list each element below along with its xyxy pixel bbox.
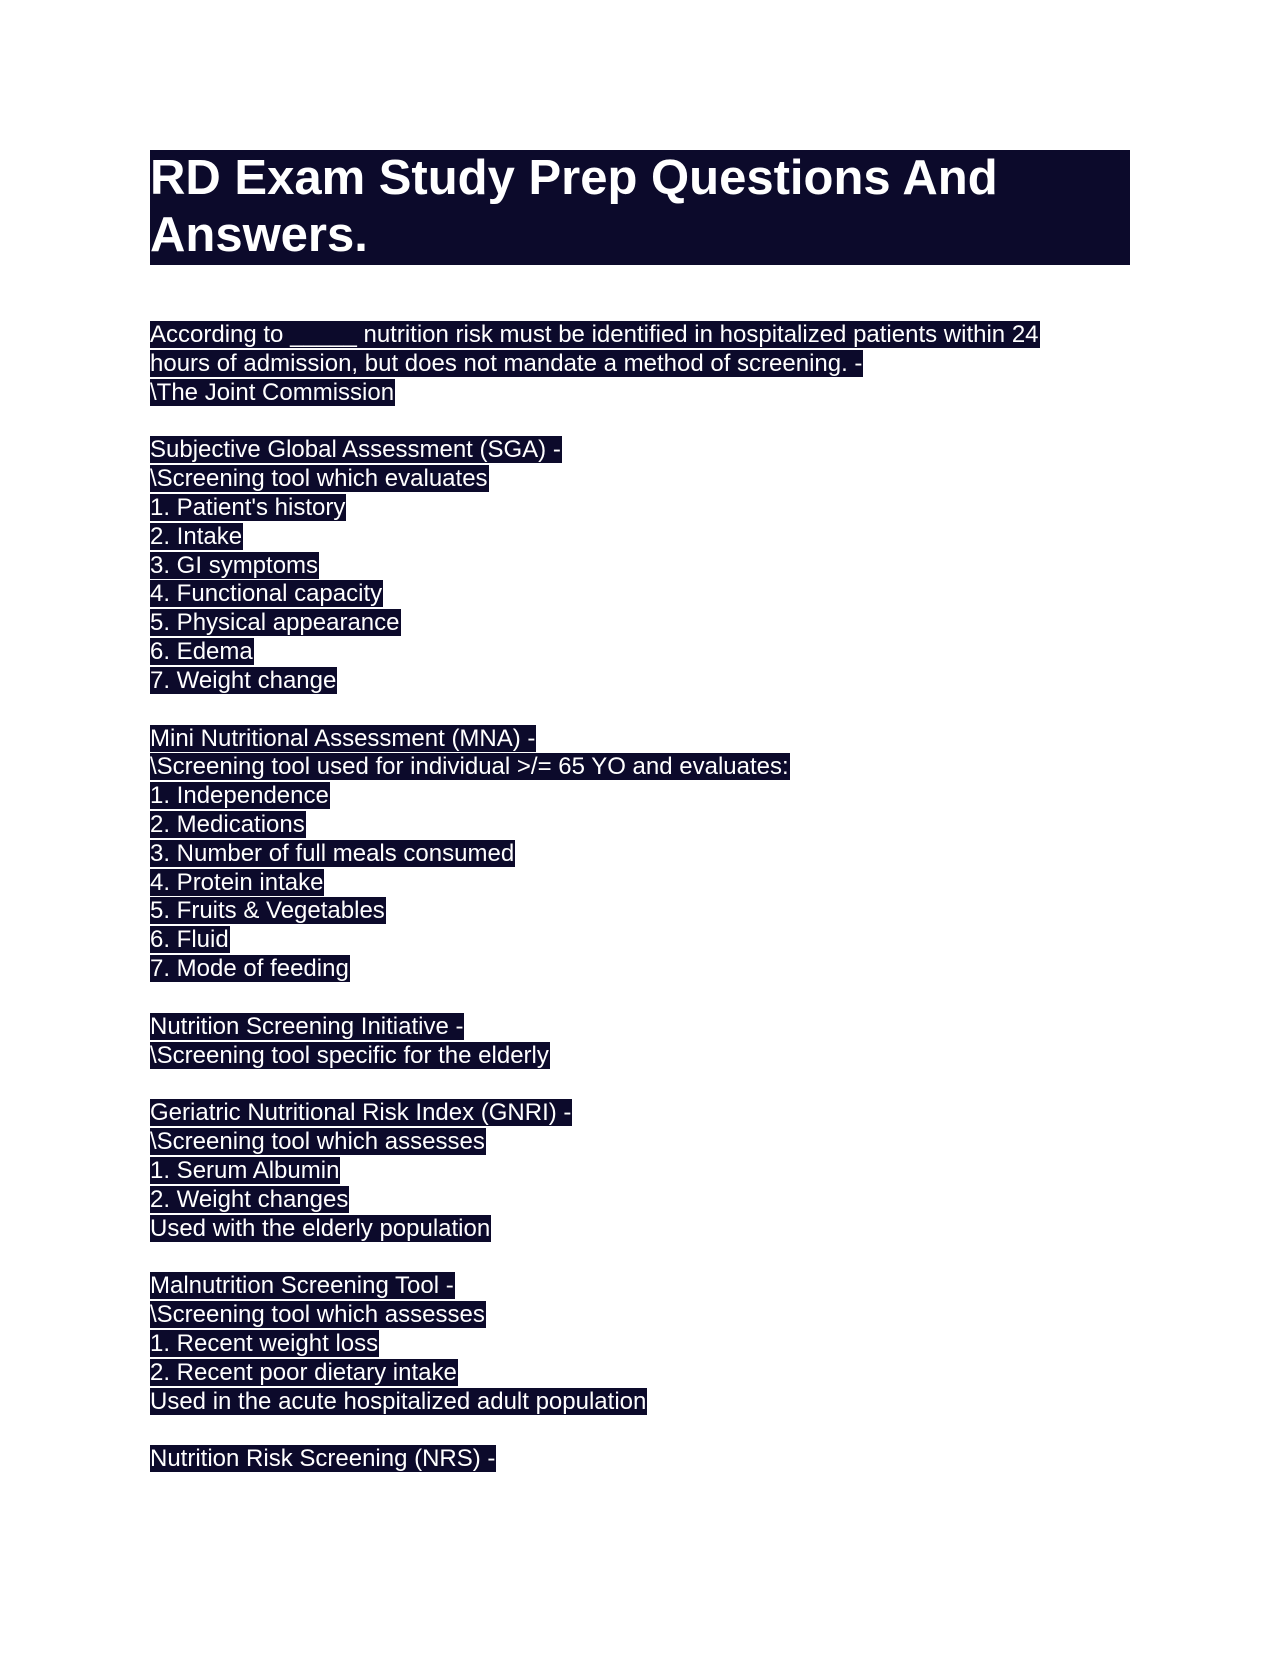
highlighted-text: \Screening tool which assesses: [150, 1301, 485, 1329]
text-line: [150, 869, 1130, 898]
document-title: RD Exam Study Prep Questions And Answers.: [150, 150, 1130, 265]
highlighted-text: Used in the acute hospitalized adult population: [150, 1387, 647, 1415]
highlighted-text: \Screening tool which assesses: [150, 1128, 485, 1156]
text-line: [150, 753, 1130, 782]
qa-entry: [150, 725, 1130, 984]
text-line: [150, 638, 1130, 667]
highlighted-text: 4. Functional capacity: [150, 580, 383, 608]
highlighted-text: 1. Independence: [150, 782, 329, 810]
text-line: [150, 1186, 1130, 1215]
text-line: [150, 379, 1130, 408]
text-line: [150, 1301, 1130, 1330]
highlighted-text: 2. Medications: [150, 810, 305, 838]
text-line: [150, 667, 1130, 696]
highlighted-text: 1. Recent weight loss: [150, 1329, 379, 1357]
text-line: [150, 494, 1130, 523]
text-line: [150, 955, 1130, 984]
document-page: [150, 150, 1130, 1503]
highlighted-text: \Screening tool specific for the elderly: [150, 1041, 549, 1069]
highlighted-text: Nutrition Screening Initiative -: [150, 1012, 464, 1040]
text-line: [150, 1330, 1130, 1359]
qa-entry: [150, 321, 1130, 407]
text-line: [150, 897, 1130, 926]
text-line: [150, 840, 1130, 869]
highlighted-text: Mini Nutritional Assessment (MNA) -: [150, 724, 536, 752]
text-line: [150, 321, 1130, 350]
text-line: [150, 1013, 1130, 1042]
highlighted-text: 7. Weight change: [150, 666, 337, 694]
text-line: [150, 811, 1130, 840]
text-line: [150, 1128, 1130, 1157]
highlighted-text: 7. Mode of feeding: [150, 954, 349, 982]
highlighted-text: 6. Fluid: [150, 926, 229, 954]
text-line: [150, 580, 1130, 609]
text-line: [150, 436, 1130, 465]
highlighted-text: Subjective Global Assessment (SGA) -: [150, 436, 561, 464]
text-line: [150, 1388, 1130, 1417]
text-line: [150, 523, 1130, 552]
highlighted-text: 3. GI symptoms: [150, 551, 319, 579]
highlighted-text: According to _____ nutrition risk must be identified in hospitalized patients within 24: [150, 321, 1039, 348]
text-line: [150, 725, 1130, 754]
highlighted-text: Malnutrition Screening Tool -: [150, 1272, 454, 1300]
document-content: [150, 321, 1130, 1474]
highlighted-text: \Screening tool which evaluates: [150, 465, 488, 493]
qa-entry: [150, 436, 1130, 695]
text-line: [150, 926, 1130, 955]
qa-entry: [150, 1099, 1130, 1243]
text-line: [150, 1215, 1130, 1244]
highlighted-text: 2. Intake: [150, 522, 243, 550]
highlighted-text: 6. Edema: [150, 637, 253, 665]
text-line: [150, 782, 1130, 811]
highlighted-text: \Screening tool used for individual >/= 65 YO and evaluates:: [150, 753, 789, 781]
text-line: [150, 1272, 1130, 1301]
highlighted-text: Geriatric Nutritional Risk Index (GNRI) -: [150, 1099, 572, 1127]
text-line: [150, 1042, 1130, 1071]
qa-entry: [150, 1272, 1130, 1416]
text-line: [150, 609, 1130, 638]
highlighted-text: 1. Patient's history: [150, 493, 346, 521]
highlighted-text: 5. Fruits & Vegetables: [150, 897, 385, 925]
highlighted-text: Nutrition Risk Screening (NRS) -: [150, 1445, 496, 1473]
text-line: [150, 1157, 1130, 1186]
text-line: [150, 552, 1130, 581]
text-line: [150, 350, 1130, 379]
highlighted-text: 2. Recent poor dietary intake: [150, 1358, 457, 1386]
qa-entry: [150, 1445, 1130, 1474]
text-line: [150, 1359, 1130, 1388]
highlighted-text: Used with the elderly population: [150, 1214, 491, 1242]
highlighted-text: 1. Serum Albumin: [150, 1156, 340, 1184]
text-line: [150, 465, 1130, 494]
qa-entry: [150, 1013, 1130, 1071]
highlighted-text: 3. Number of full meals consumed: [150, 839, 515, 867]
highlighted-text: 5. Physical appearance: [150, 609, 400, 637]
highlighted-text: \The Joint Commission: [150, 378, 395, 406]
text-line: [150, 1445, 1130, 1474]
highlighted-text: 2. Weight changes: [150, 1185, 349, 1213]
text-line: [150, 1099, 1130, 1128]
highlighted-text: hours of admission, but does not mandate a method of screening. -: [150, 349, 863, 377]
highlighted-text: 4. Protein intake: [150, 868, 324, 896]
